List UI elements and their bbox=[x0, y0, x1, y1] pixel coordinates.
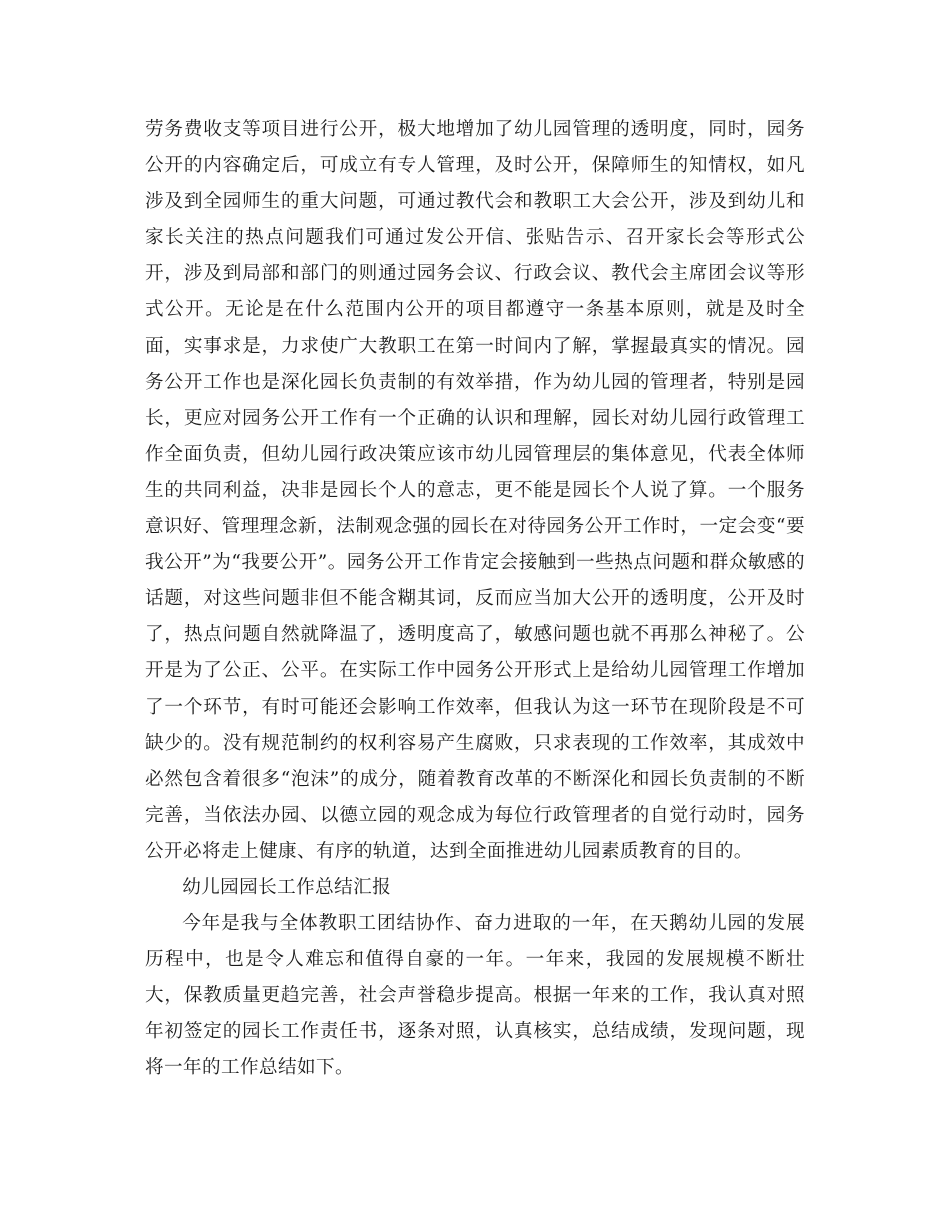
document-body bbox=[145, 112, 805, 1087]
section-title: 幼儿园园长工作总结汇报 bbox=[182, 876, 392, 898]
body-paragraph-intro: 今年是我与全体教职工团结协作、奋力进取的一年，在天鹅幼儿园的发展历程中，也是令人难忘和值得自豪的一年。一年来，我园的发展规模不断壮大，保教质量更趋完善，社会声誉稳步提高。根据一年来的工作，我认真对照年初签定的园长工作责任书，逐条对照，认真核实，总结成绩，发现问题，现将一年的工作总结如下。 bbox=[145, 913, 805, 1079]
body-paragraph-continuation: 劳务费收支等项目进行公开，极大地增加了幼儿园管理的透明度，同时，园务公开的内容确定后，可成立有专人管理，及时公开，保障师生的知情权，如凡涉及到全园师生的重大问题，可通过教代会和教职工大会公开，涉及到幼儿和家长关注的热点问题我们可通过发公开信、张贴告示、召开家长会等形式公开，涉及到局部和部门的则通过园务会议、行政会议、教代会主席团会议等形式公开。无论是在什么范围内公开的项目都遵守一条基本原则，就是及时全面，实事求是，力求使广大教职工在第一时间内了解，掌握最真实的情况。园务公开工作也是深化园长负责制的有效举措，作为幼儿园的管理者，特别是园长，更应对园务公开工作有一个正确的认识和理解，园长对幼儿园行政管理工作全面负责，但幼儿园行政决策应该市幼儿园管理层的集体意见，代表全体师生的共同利益，决非是园长个人的意志，更不能是园长个人说了算。一个服务意识好、管理理念新，法制观念强的园长在对待园务公开工作时，一定会变“要我公开”为“我要公开”。园务公开工作肯定会接触到一些热点问题和群众敏感的话题，对这些问题非但不能含糊其词，反而应当加大公开的透明度，公开及时了，热点问题自然就降温了，透明度高了，敏感问题也就不再那么神秘了。公开是为了公正、公平。在实际工作中园务公开形式上是给幼儿园管理工作增加了一个环节，有时可能还会影响工作效率，但我认为这一环节在现阶段是不可缺少的。没有规范制约的权利容易产生腐败，只求表现的工作效率，其成效中必然包含着很多“泡沫”的成分，随着教育改革的不断深化和园长负责制的不断完善，当依法办园、以德立园的观念成为每位行政管理者的自觉行动时，园务公开必将走上健康、有序的轨道，达到全面推进幼儿园素质教育的目的。 bbox=[145, 119, 805, 862]
